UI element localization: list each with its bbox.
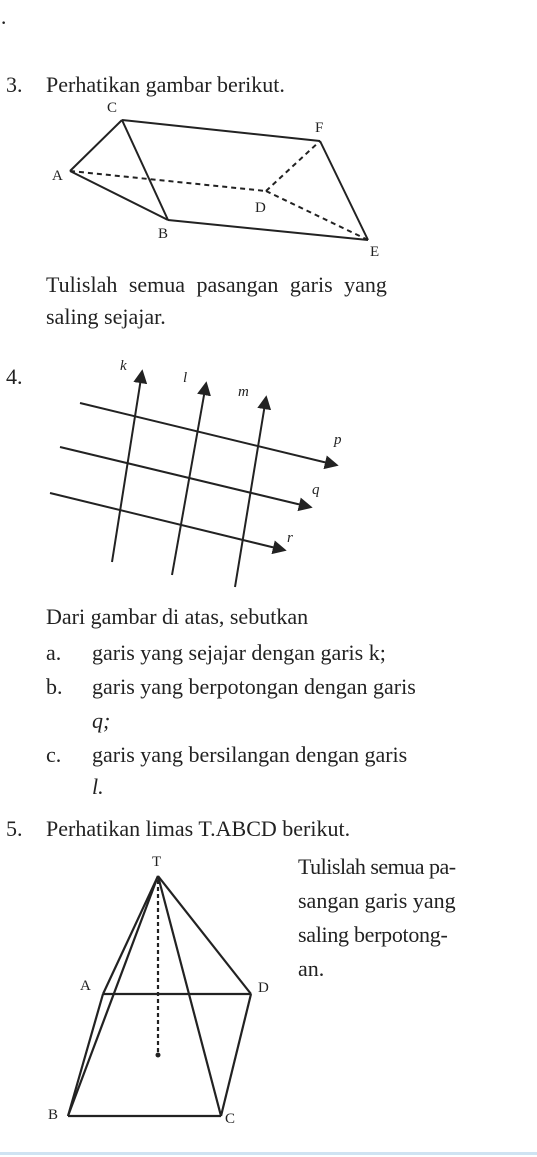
q5-side-text-3: saling berpotong- (298, 922, 448, 947)
q5-number: 5. (6, 816, 23, 841)
q4-label-p: p (334, 432, 342, 448)
q5-label-a: A (80, 978, 91, 994)
q4-label-q: q (312, 482, 320, 498)
top-mark: · (0, 10, 8, 35)
q3-label-b: B (158, 226, 169, 242)
q3-number: 3. (6, 72, 23, 97)
edge-td (158, 876, 251, 994)
q3-label-e: E (370, 244, 380, 260)
base-center-point (156, 1053, 161, 1058)
q4-item-b-line1: garis yang berpotongan dengan garis (92, 674, 416, 699)
q4-item-b-line2: q; (92, 708, 111, 733)
q3-label-a: A (52, 168, 63, 184)
q4-label-l: l (183, 370, 188, 386)
q4-item-c-line2: l. (92, 774, 104, 799)
q5-label-t: T (152, 854, 162, 870)
edge-ta (103, 876, 158, 994)
q3-instruction-line2: saling sejajar. (46, 304, 166, 329)
q5-label-c: C (225, 1111, 236, 1127)
q5-title: Perhatikan limas T.ABCD berikut. (46, 816, 351, 841)
q4-number: 4. (6, 364, 23, 389)
q3-instruction-line1: Tulislah semua pasangan garis yang (46, 272, 387, 297)
q4-item-b-letter: b. (46, 674, 63, 699)
q4-item-c-letter: c. (46, 742, 62, 767)
q4-intro: Dari gambar di atas, sebutkan (46, 604, 309, 629)
q4-label-k: k (120, 358, 127, 374)
q3-title: Perhatikan gambar berikut. (46, 72, 285, 97)
edge-cd (221, 994, 251, 1116)
edge-tb (68, 876, 158, 1116)
q4-label-m: m (238, 384, 249, 400)
q3-label-c: C (107, 100, 118, 116)
q5-side-text-2: sangan garis yang (298, 888, 456, 913)
q5-label-d: D (258, 980, 269, 996)
bottom-rule (0, 1152, 537, 1155)
edge-tc (158, 876, 221, 1116)
q4-item-a-letter: a. (46, 640, 62, 665)
q5-side-text-1: Tulislah semua pa- (298, 854, 456, 879)
edge-ab (68, 994, 103, 1116)
q4-label-r: r (287, 530, 293, 546)
q4-item-c-line1: garis yang bersilangan dengan garis (92, 742, 408, 767)
q4-item-a-line1: garis yang sejajar dengan garis k; (92, 640, 386, 665)
q3-label-d: D (255, 200, 266, 216)
q3-label-f: F (315, 120, 324, 136)
q5-label-b: B (48, 1107, 59, 1123)
q5-side-text-4: an. (298, 956, 325, 981)
